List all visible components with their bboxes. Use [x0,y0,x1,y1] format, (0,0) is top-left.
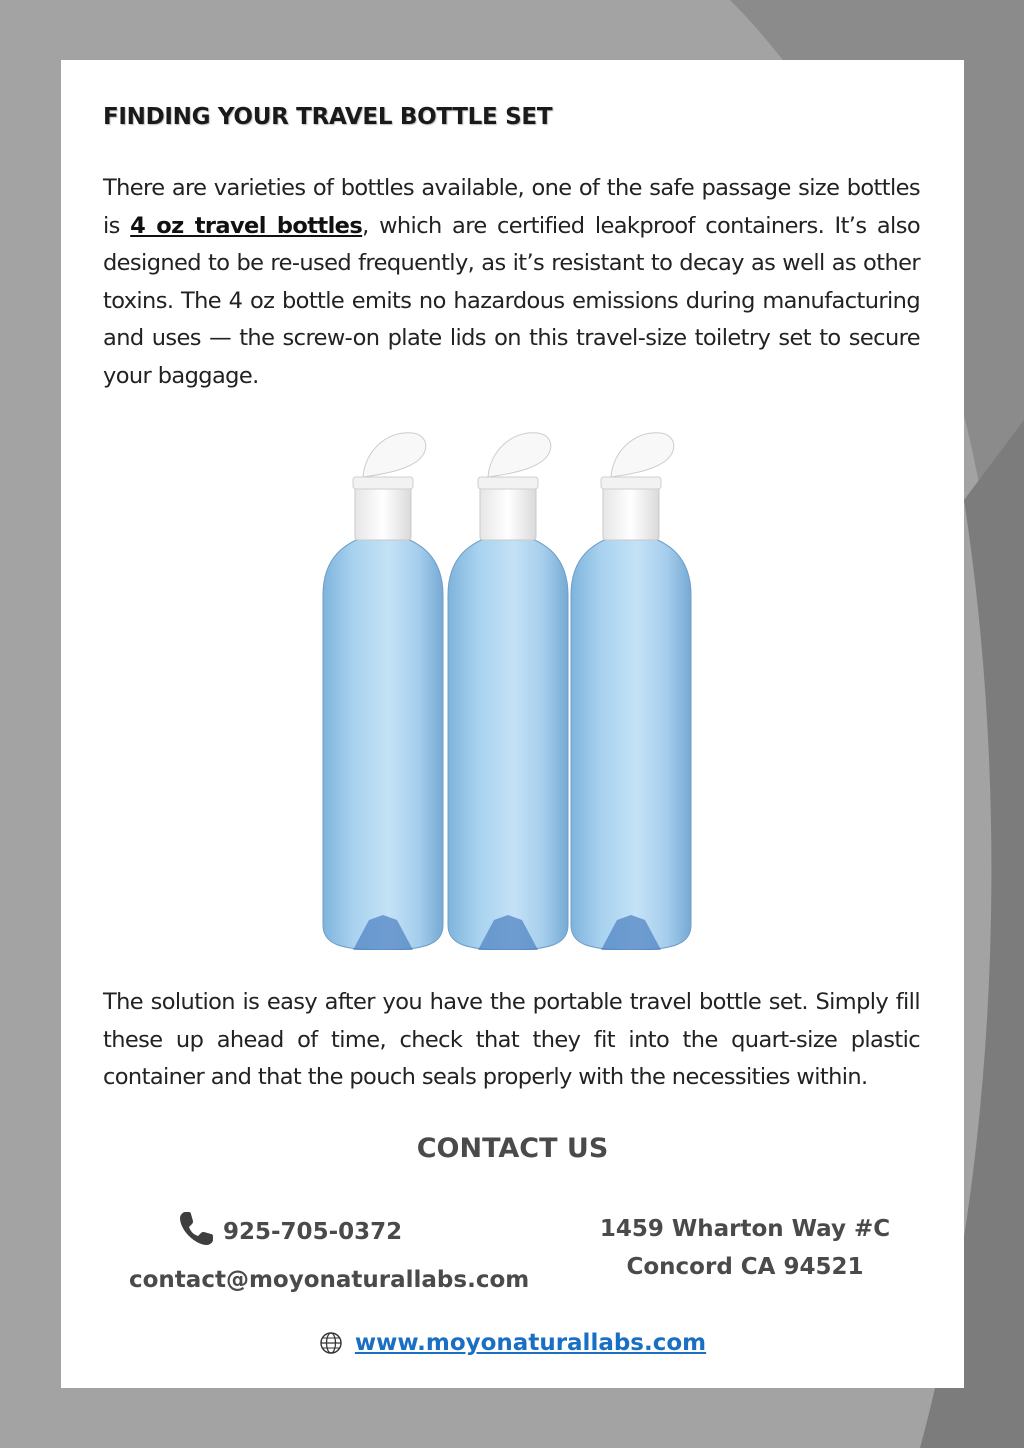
intro-text-start: There are varieties of bottles available, one of the safe passage size bottles is [103,175,920,239]
solution-paragraph: The solution is easy after you have the portable travel bottle set. Simply fill these up ahead of time, check that they fit into the quart-size plastic container and that the pouch seals properly with the necessities within. [103,989,920,1090]
travel-bottles-image [311,420,711,950]
page-title: FINDING YOUR TRAVEL BOTTLE SET [103,104,553,130]
travel-bottles-link[interactable]: 4 oz travel bottles [130,212,363,239]
phone-row [177,1208,402,1248]
intro-text-end: , which are certified leakproof containers. It’s also designed to be re-used frequently, as it’s resistant to decay as well as other toxins. The 4 oz bottle emits no hazardous emissions during manufacturing and uses — the screw-on plate lids on this travel-size toiletry set to secure your baggage. [103,212,920,389]
email-address[interactable]: contact@moyonaturallabs.com [129,1267,530,1293]
phone-number[interactable]: 925-705-0372 [223,1219,403,1245]
phone-icon [177,1208,217,1248]
address-line-1: 1459 Wharton Way #C [599,1216,891,1242]
contact-title: CONTACT US [416,1133,609,1164]
globe-icon [319,1331,343,1355]
website-link[interactable]: www.moyonaturallabs.com [354,1330,707,1356]
website-row [61,1330,964,1356]
intro-paragraph [103,170,920,395]
address-line-2: Concord CA 94521 [626,1254,864,1280]
document-page [61,60,964,1388]
address-block [575,1210,915,1286]
